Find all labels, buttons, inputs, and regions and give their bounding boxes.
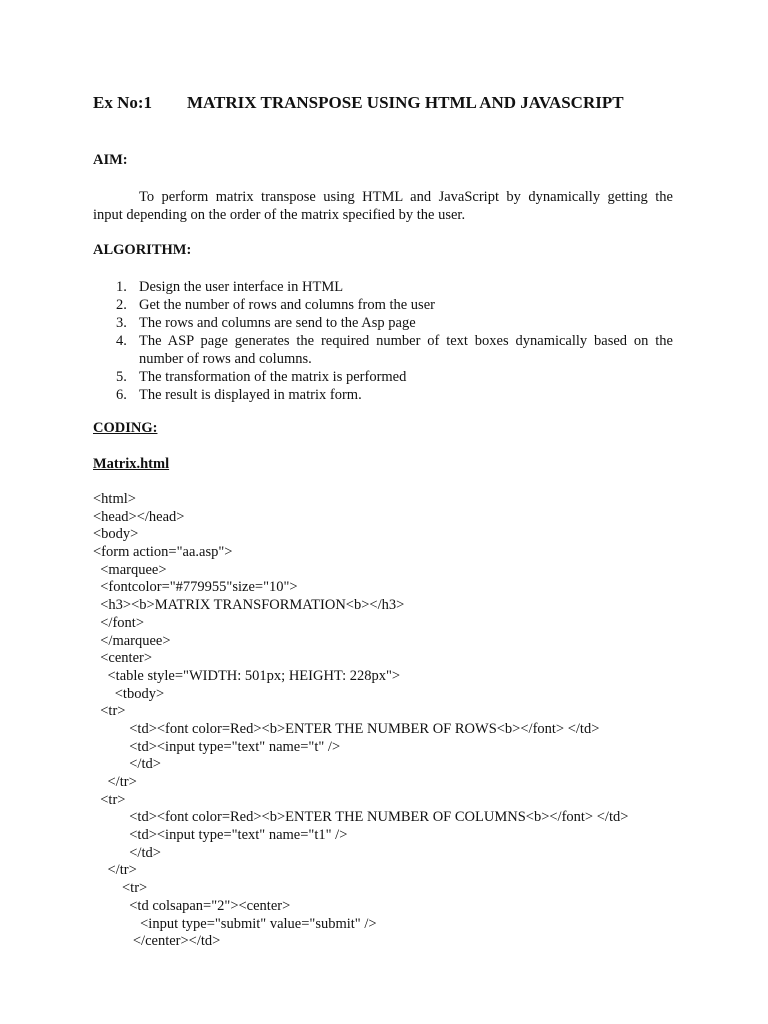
code-line: </font> — [93, 614, 144, 631]
code-line: <html> — [93, 491, 136, 507]
code-line: <form action="aa.asp"> — [93, 544, 233, 561]
code-line: <input type="submit" value="submit" /> — [93, 915, 377, 932]
code-line: <marquee> — [93, 561, 167, 578]
algorithm-step — [93, 278, 673, 296]
step-text: The result is displayed in matrix form. — [139, 387, 362, 403]
step-text: Design the user interface in HTML — [139, 279, 344, 295]
aim-heading: AIM: — [93, 152, 128, 168]
aim-line-2: input depending on the order of the matrix specified by the user. — [93, 207, 466, 223]
coding-heading: CODING: — [93, 420, 158, 436]
aim-line-1: To perform matrix transpose using HTML and JavaScript by dynamically getting the — [139, 189, 673, 205]
step-text: Get the number of rows and columns from the user — [139, 297, 435, 313]
code-line: <td colsapan="2"><center> — [93, 897, 291, 914]
exercise-title-text: MATRIX TRANSPOSE USING HTML AND JAVASCRIPT — [187, 93, 624, 112]
code-line: <tr> — [93, 791, 126, 808]
code-line: </marquee> — [93, 632, 171, 649]
step-number: 3. — [116, 315, 127, 331]
algorithm-step — [93, 296, 673, 314]
step-text: The ASP page generates the required number of text boxes dynamically based on the number of rows and columns. — [139, 333, 673, 367]
algorithm-steps — [93, 278, 673, 404]
exercise-number: Ex No:1 — [93, 93, 153, 112]
code-file-name: Matrix.html — [93, 456, 170, 472]
code-line: <center> — [93, 650, 153, 667]
code-line: <table style="WIDTH: 501px; HEIGHT: 228px"> — [93, 667, 401, 684]
step-number: 1. — [116, 279, 127, 295]
code-line: <h3><b>MATRIX TRANSFORMATION<b></h3> — [93, 597, 405, 614]
code-line: </td> — [93, 844, 161, 861]
code-listing — [93, 491, 628, 951]
step-text: The transformation of the matrix is performed — [139, 369, 407, 385]
step-number: 5. — [116, 369, 127, 385]
code-line: </tr> — [93, 862, 137, 879]
code-line: <body> — [93, 526, 139, 543]
code-line: <td><input type="text" name="t1" /> — [93, 827, 348, 844]
code-line: <td><font color=Red><b>ENTER THE NUMBER OF ROWS<b></font> </td> — [93, 720, 600, 737]
code-line: </center></td> — [93, 933, 221, 950]
code-line: <tbody> — [93, 685, 165, 702]
code-line: <head></head> — [93, 508, 185, 525]
algorithm-step — [93, 368, 673, 386]
code-line: <td><input type="text" name="t" /> — [93, 738, 341, 755]
step-number: 2. — [116, 297, 127, 313]
code-line: <fontcolor="#779955"size="10"> — [93, 579, 298, 596]
code-line: <tr> — [93, 880, 148, 897]
step-number: 6. — [116, 387, 127, 403]
code-line: <tr> — [93, 703, 126, 720]
algorithm-step — [93, 386, 673, 404]
step-number: 4. — [116, 333, 127, 349]
algorithm-step — [93, 332, 673, 368]
code-line: </tr> — [93, 774, 137, 790]
step-text: The rows and columns are send to the Asp page — [139, 315, 416, 331]
aim-paragraph — [93, 188, 673, 224]
code-line: </td> — [93, 756, 161, 773]
algorithm-step — [93, 314, 673, 332]
algorithm-heading: ALGORITHM: — [93, 242, 192, 258]
code-line: <td><font color=Red><b>ENTER THE NUMBER OF COLUMNS<b></font> </td> — [93, 809, 629, 826]
